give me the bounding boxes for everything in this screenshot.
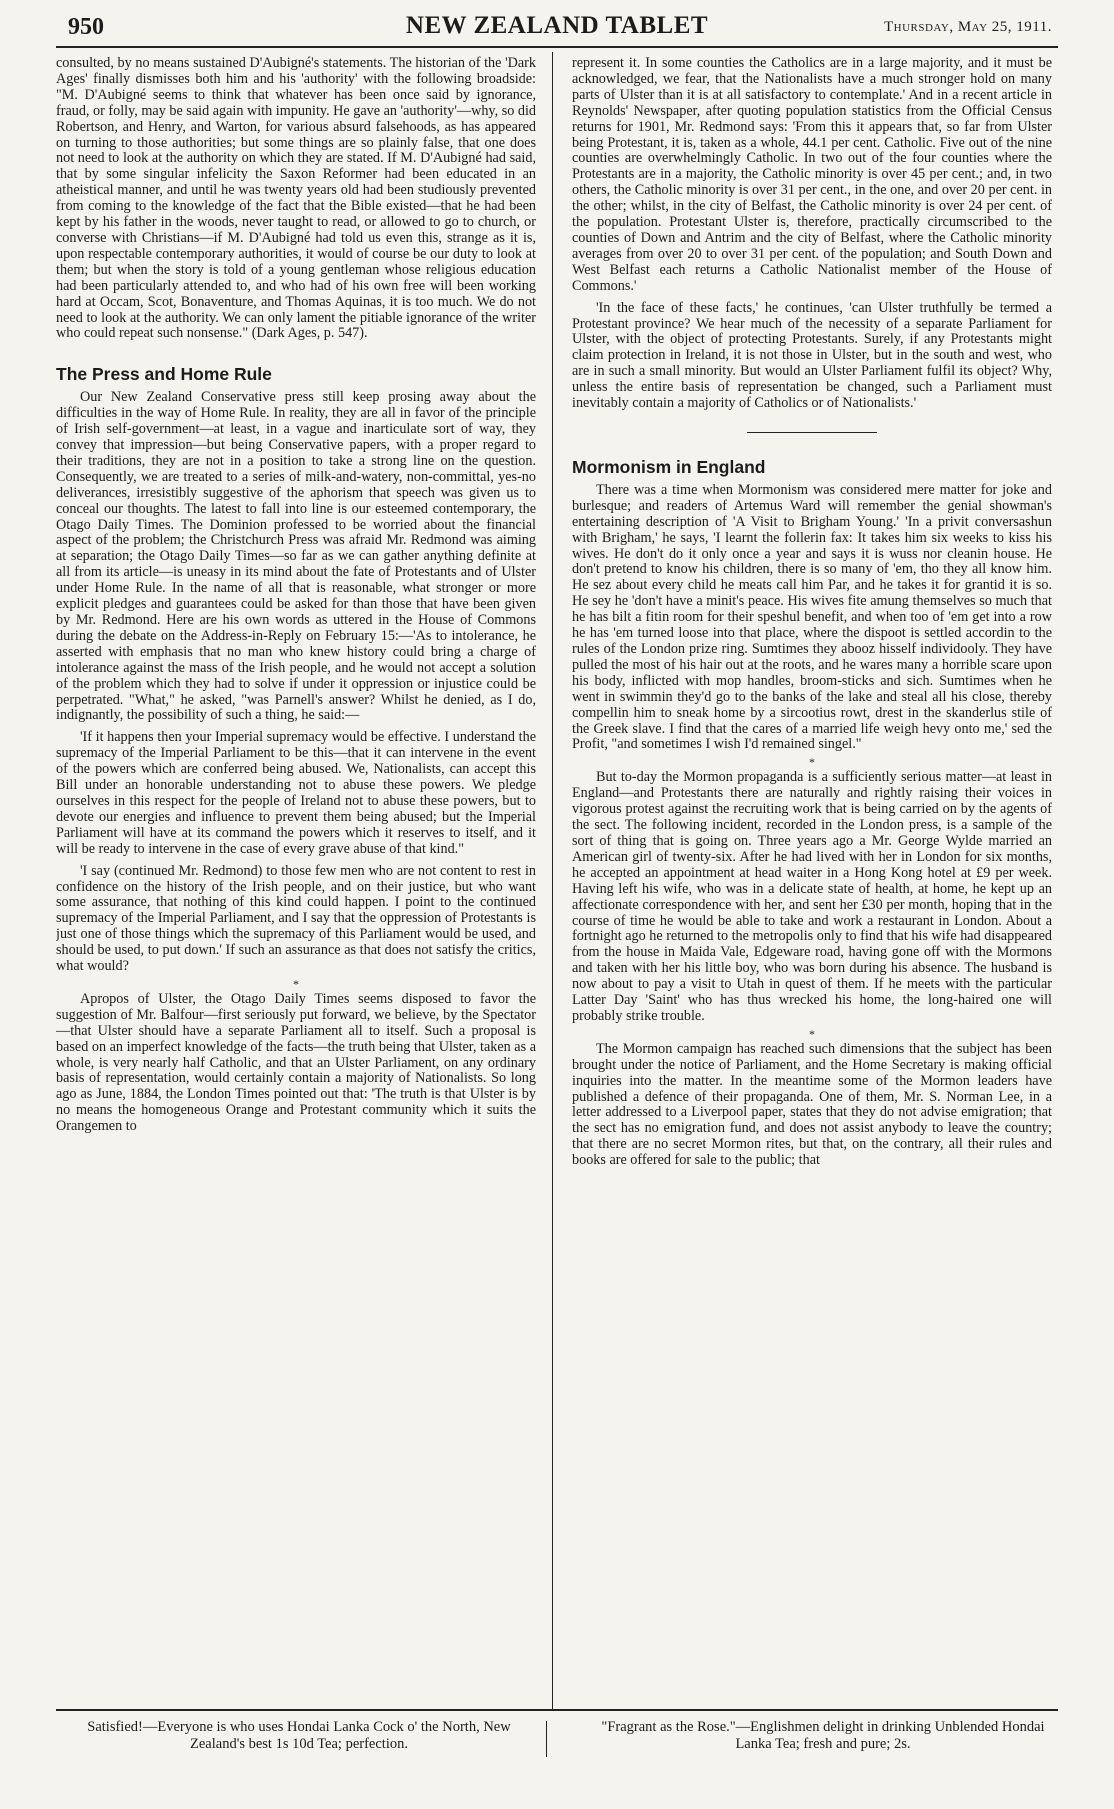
dark-ages-paragraph: consulted, by no means sustained D'Aubigné's statements. The historian of the 'Dark Ages' finally dismisses both him and his 'authority' with the following broadside: "M. D'Aubigné seems to think that whatever has been once said by ignorance, fraud, or folly, may be said again with impunity. He gave an 'authority'—why, so did Robertson, and Henry, and Warton, for various absurd falsehoods, as has appeared on turning to those authorities; but some things are so plainly false, that one does not need to look at the authority on which they are stated. If M. D'Aubigné had said, that by some singular infelicity the Saxon Reformer had been educated in an atheistical manner, and until he was twenty years old had been studiously prevented from coming to the knowledge of the fact that the Bible existed—that he had been kept by his father in the woods, never taught to read, or allowed to go to church, or converse with Christians—if M. D'Aubigné had told us even this, strange as it is, upon respectable contemporary authorities, it would of course be our duty to look at them; but when the story is told of a young gentleman whose religious education had been particularly attended to, and who had of his own free will been working hard at Occam, Scot, Bonaventure, and Thomas Aquinas, it is too much. We do not need to look at the authority. We can only lament the pitiable ignorance of the writer who could repeat such nonsense." (Dark Ages, p. 547). bbox=[56, 56, 536, 342]
page-header bbox=[56, 10, 1058, 48]
mormon-paragraph-3: The Mormon campaign has reached such dimensions that the subject has been brought under the notice of Parliament, and the Home Secretary is making official inquiries into the matter. In the meantime some of the Mormon leaders have published a defence of their propaganda. One of them, Mr. S. Norman Lee, in a letter addressed to a Liverpool paper, states that they do not advise emigration; that the sect has no emigration fund, and does not assist anybody to leave the country; that there are no secret Mormon rites, but that, on the contrary, all their rules and books are offered for sale to the public; that bbox=[572, 1040, 1052, 1169]
ulster-paragraph-2: 'In the face of these facts,' he continues, 'can Ulster truthfully be termed a Protestant province? We hear much of the necessity of a separate Parliament for Ulster, with the object of protecting Protestants. Surely, if any Protestants might claim protection in Ireland, it is not those in Ulster, but in the south and west, who are in such a small minority. But would an Ulster Parliament fulfil its object? Why, unless the entire basis of representation be changed, such a Parliament must inevitably contain a majority of Catholics or of Nationalists.' bbox=[572, 299, 1052, 412]
article-columns bbox=[56, 56, 1058, 1711]
section-star: * bbox=[293, 976, 299, 991]
left-column bbox=[56, 56, 536, 1711]
publication-title: NEW ZEALAND TABLET bbox=[405, 12, 709, 39]
press-paragraph-3: 'I say (continued Mr. Redmond) to those few men who are not content to rest in confidence on the history of the Irish people, and on their justice, but who want some assurance, that nothing of this kind could happen. I point to the continued supremacy of the Imperial Parliament, and I say that the oppression of Protestants is just one of those things which the supremacy of this Parliament would be used, and should be used, to put down.' If such an assurance as that does not satisfy the critics, what would? bbox=[56, 862, 536, 975]
ulster-paragraph-1: represent it. In some counties the Catholics are in a large majority, and it must be acknowledged, we fear, that the Nationalists have a much stronger hold on many parts of Ulster than it is at all satisfactory to contemplate.' And in a recent article in Reynolds' Newspaper, after quoting population statistics from the Official Census returns for 1901, Mr. Redmond says: 'From this it appears that, so far from Ulster being Protestant, it is, taken as a whole, 44.1 per cent. Catholic. Five out of the nine counties are overwhelmingly Catholic. In two out of the four counties where the Protestants are in a majority, the Catholic minority is over 45 per cent.; and, in two others, the Catholic minority is over 31 per cent., in the one, and over 20 per cent. in the other; whilst, in the city of Belfast, the Catholic minority is over 24 per cent. of the population. Protestant Ulster is, therefore, practically circumscribed to the counties of Down and Antrim and the city of Belfast, where the Catholic minority averages from over 20 to over 31 per cent. of the population; and South Down and West Belfast each returns a Catholic Nationalist member of the House of Commons.' bbox=[572, 56, 1052, 294]
section-star-2: * bbox=[809, 755, 815, 770]
column-divider bbox=[552, 52, 553, 1711]
heading-mormonism: Mormonism in England bbox=[572, 456, 766, 477]
press-paragraph-2: 'If it happens then your Imperial supremacy would be effective. I understand the supremacy of the Imperial Parliament to be this—that it can intervene in the event of the powers which are conferred being abused. We, Nationalists, can accept this Bill under an honorable understanding not to abuse these powers. We pledge ourselves in this respect for the people of Ireland not to abuse these powers, but to devote our energies and influence to prevent them being abused; but the Imperial Parliament will have at its command the powers which it reserves to itself, and it will be ready to intervene in the case of every grave abuse of that kind." bbox=[56, 729, 536, 857]
section-rule bbox=[747, 432, 877, 433]
press-paragraph-1: Our New Zealand Conservative press still keep prosing away about the difficulties in the way of Home Rule. In reality, they are all in favor of the principle of Irish self-government—at least, in a vague and inarticulate sort of way, they convey that impression—but being Conservative papers, with a proper regard to their traditions, they are not in a position to take a strong line on the question. Consequently, we are treated to a series of milk-and-watery, non-committal, yes-no deliverances, irresistibly suggestive of the aphorism that speech was given us to conceal our thoughts. The latest to fall into line is our esteemed contemporary, the Otago Daily Times. The Dominion professed to be worried about the financial aspect of the problem; the Christchurch Press was afraid Mr. Redmond was aiming at separation; the Otago Daily Times—so far as we can gather anything definite at all from its article—is uneasy in its mind about the fate of Protestants and of Ulster under Home Rule. In the name of all that is reasonable, what stronger or more explicit pledges and guarantees could be asked for than those that have been given by Mr. Redmond. Here are his own words as uttered in the House of Commons during the debate on the Address-in-Reply on February 15:—'As to intolerance, he asserted with emphasis that no man who knew history could bring a charge of intolerance against the mass of the Irish people, and he would not accept a solution of the problem which they had to solve if under it oppression or injustice could be perpetrated. "What," he asked, "was Parnell's answer? Whilst he denied, as I do, indignantly, the possibility of such a thing, he said:— bbox=[56, 389, 536, 724]
section-star-3: * bbox=[809, 1026, 815, 1041]
advert-left: Satisfied!—Everyone is who uses Hondai Lanka Cock o' the North, New Zealand's best 1s 10d Tea; perfection. bbox=[87, 1719, 511, 1752]
issue-date: Thursday, May 25, 1911. bbox=[884, 19, 1052, 35]
press-paragraph-4: Apropos of Ulster, the Otago Daily Times seems disposed to favor the suggestion of Mr. Balfour—first seriously put forward, we believe, by the Spectator—that Ulster should have a separate Parliament all to itself. Such a proposal is based on an imperfect knowledge of the facts—the truth being that Ulster, taken as a whole, is very nearly half Catholic, and that an Ulster Parliament, on any ordinary basis of representation, would certainly contain a majority of Nationalists. So long ago as June, 1884, the London Times pointed out that: 'The truth is that Ulster is by no means the homogeneous Orange and Protestant community which it suits the Orangemen to bbox=[56, 990, 536, 1135]
mormon-paragraph-2: But to-day the Mormon propaganda is a sufficiently serious matter—at least in England—and Protestants there are naturally and rightly raising their voices in vigorous protest against the recruiting work that is being carried on by the agents of the sect. The following incident, recorded in the London press, is a sample of the sort of thing that is going on. Three years ago a Mr. George Wylde married an American girl of twenty-six. After he had lived with her in London for six months, he accepted an appointment at head waiter in a Hong Kong hotel at £9 per week. Having left his wife, who was in a delicate state of health, at home, he kept up an affectionate correspondence with her, and sent her £30 per month, hoping that in the course of time he would be able to take and work a restaurant in London. About a fortnight ago he returned to the metropolis only to find that his wife had disappeared from the house in Maida Vale, Edgeware road, having gone off with the Mormons and taken with her his little boy, who was born during his absence. The husband is now about to pay a visit to Utah in quest of them. If he meets with the particular Latter Day 'Saint' who has thus wrecked his home, the long-haired one will probably strike trouble. bbox=[572, 769, 1052, 1024]
page-number: 950 bbox=[68, 14, 104, 40]
footer-divider bbox=[546, 1721, 547, 1757]
advert-right: "Fragrant as the Rose."—Englishmen delight in drinking Unblended Hondai Lanka Tea; fresh and pure; 2s. bbox=[601, 1719, 1045, 1752]
page-footer-ads bbox=[56, 1709, 1058, 1752]
right-column bbox=[572, 56, 1052, 1711]
heading-press-home-rule: The Press and Home Rule bbox=[56, 364, 272, 385]
mormon-paragraph-1: There was a time when Mormonism was considered mere matter for joke and burlesque; and readers of Artemus Ward will remember the genial showman's entertaining description of 'A Visit to Brigham Young.' 'In a privit conversashun with Brigham,' he says, 'I learnt the follerin fax: It takes him six weeks to kiss his wives. He don't do it only once a year and says it is wuss nor cleanin house. He don't pretend to know his children, there is so many of 'em, tho they all know him. He sez about every child he meats call him Par, and he takes it for grantid it is so. He sey he 'don't have a minit's peace. His wives fite amung themselves so much that he has bilt a fitin room for their speshul benefit, and when too of 'em get into a row he has 'em turned loose into that place, where the dispoot is settled accordin to the rules of the London prize ring. Sumtimes they abooz hisself individooly. They have pulled the most of his hair out at the roots, and he wares many a horrible scare upon his body, inflicted with mop handles, broom-sticks and sich. Sumtimes when he went in swimmin they'd go to the banks of the lake and steal all his close, thereby compellin him to sneak home by a sircootius rowt, drest in the skanderlus stile of the Greek slave. I find that the cares of a married life weigh hevy onto me,' sed the Profit, "and sometimes I wish I'd remained singel." bbox=[572, 481, 1052, 753]
